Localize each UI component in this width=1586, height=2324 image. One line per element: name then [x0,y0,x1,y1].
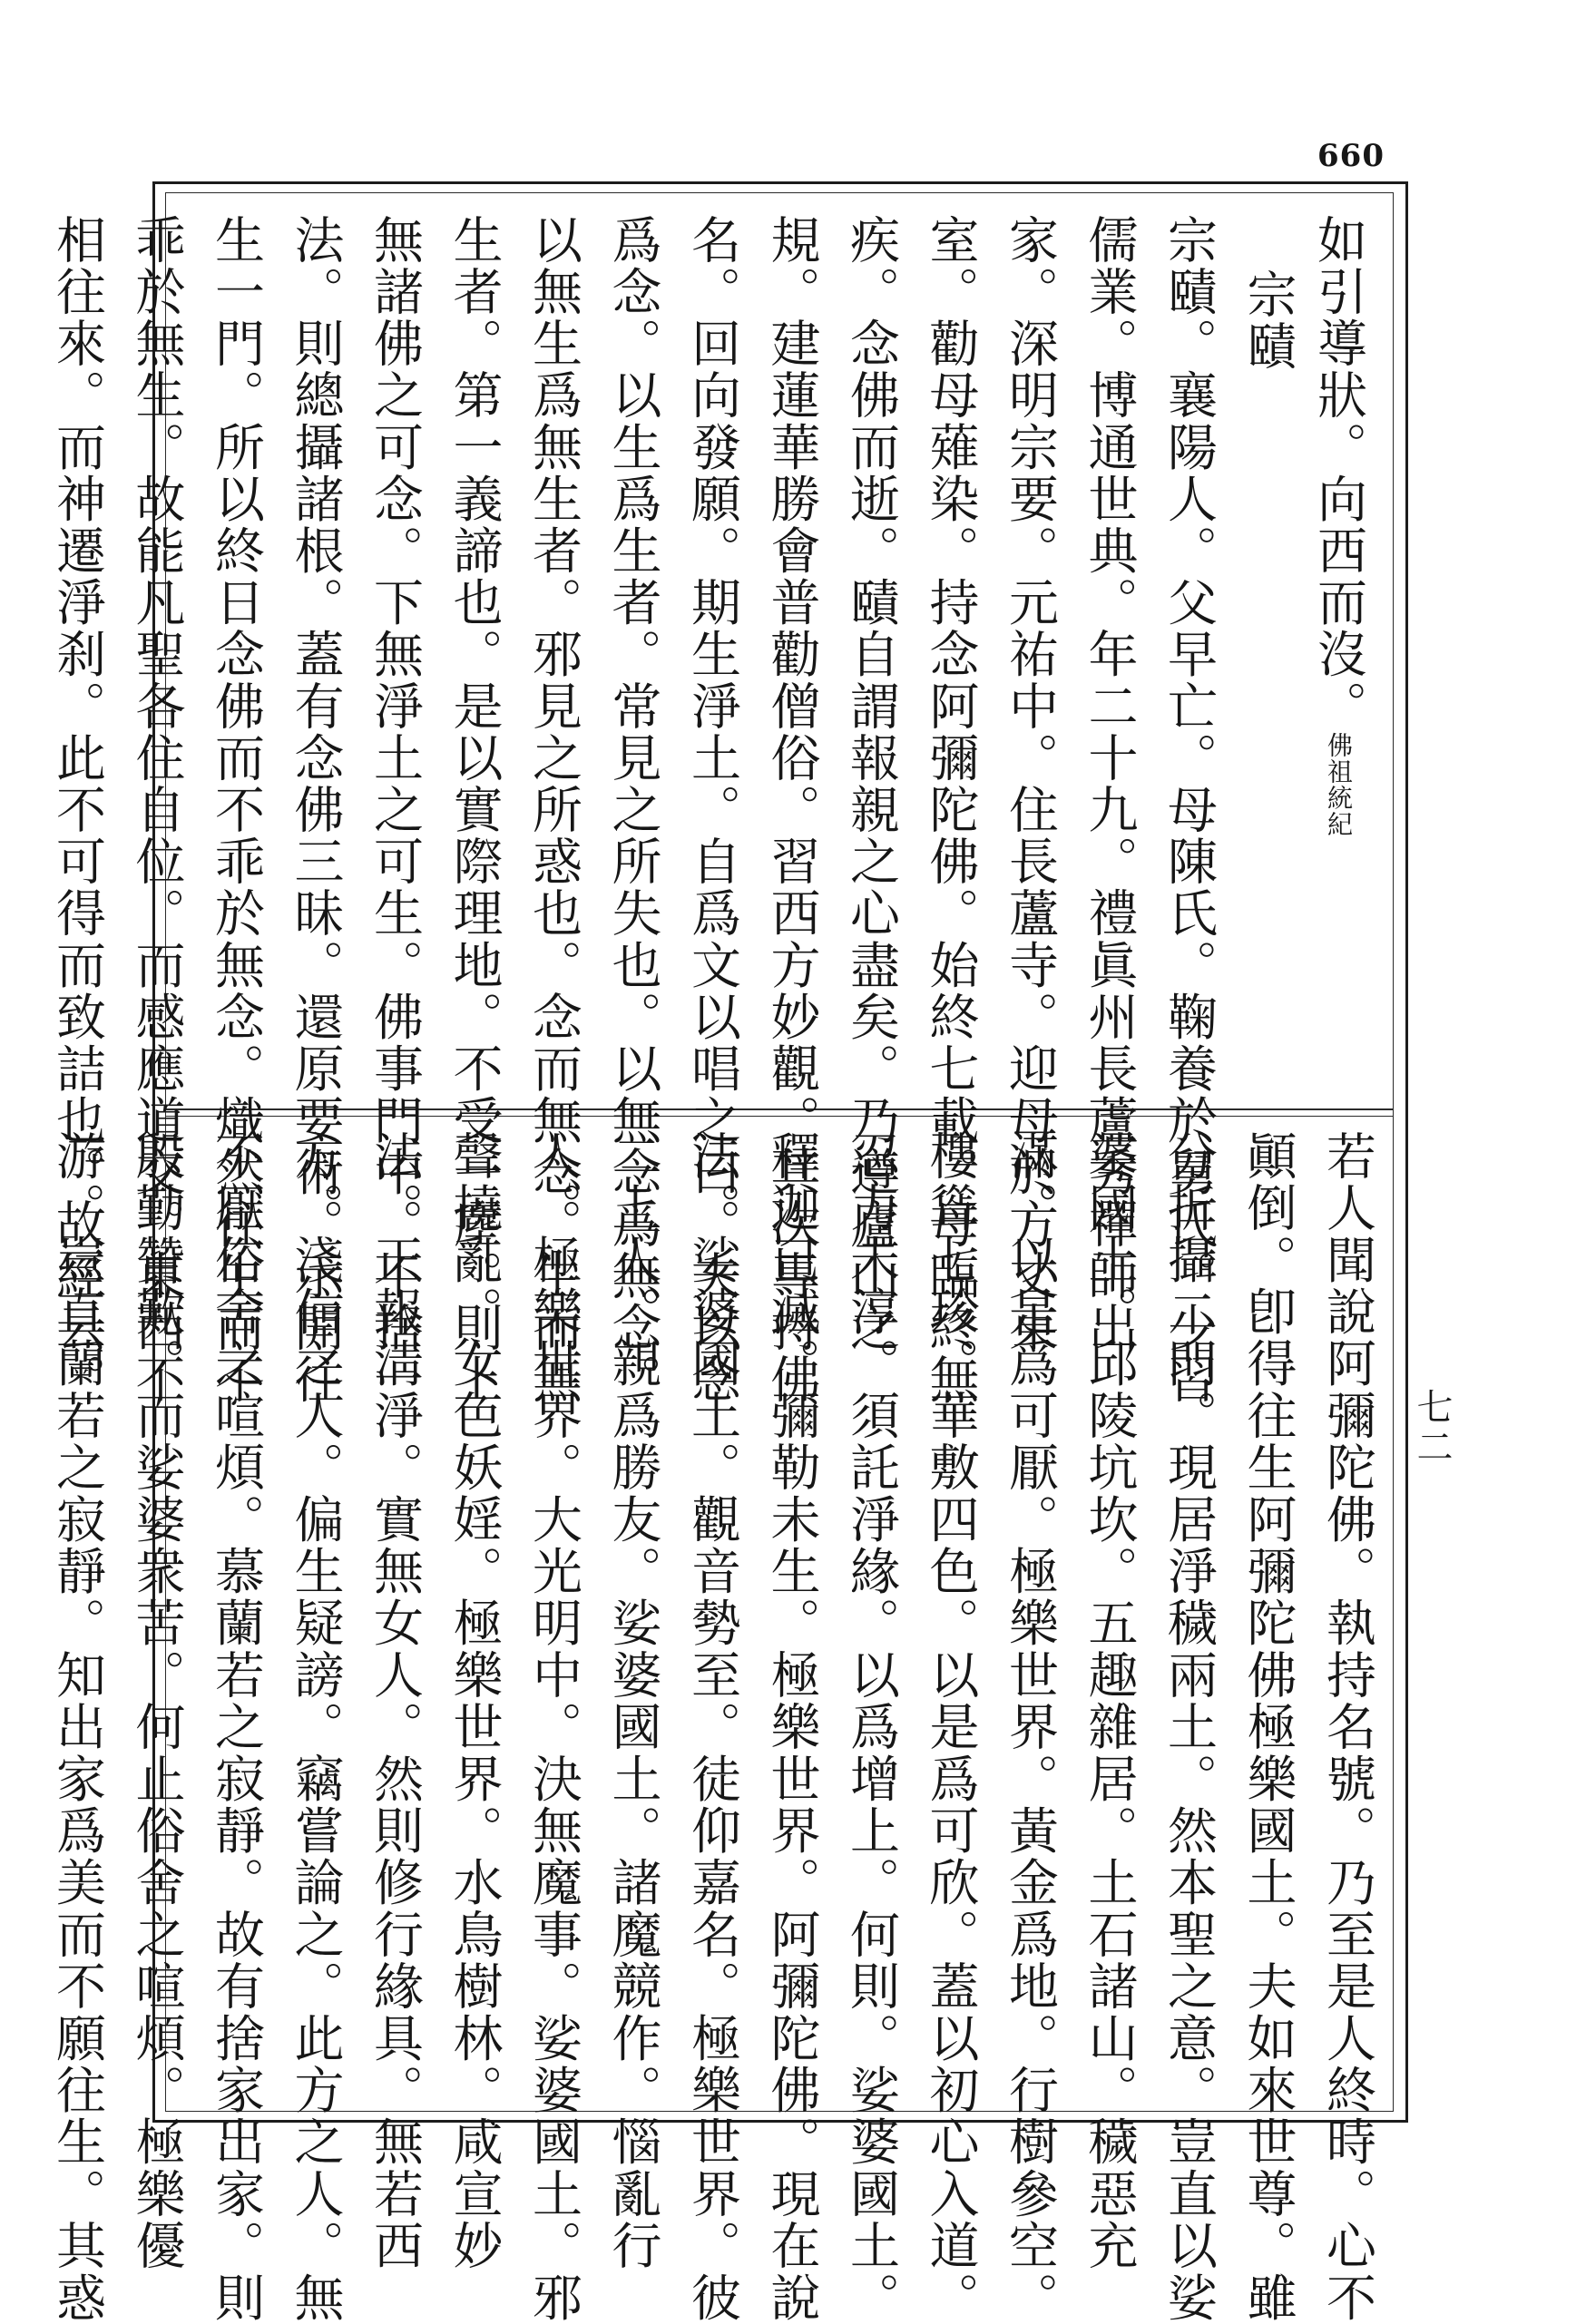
text-column: 以無生爲無生者。邪見之所惑也。念而無念。生而無 [524,214,583,1406]
text-column: 法。娑婆國土。觀音勢至。徒仰嘉名。極樂世界。彼 [683,1130,741,2324]
text-column: 法。則總攝諸根。蓋有念佛三昧。還原要術。示開往 [286,214,345,1406]
text-column: 樓聳七珍。華敷四色。以是爲可欣。蓋以初心入道。 [921,1130,980,2324]
text-column: 忍力未淳。須託淨緣。以爲增上。何則。娑婆國土。 [842,1130,900,2324]
page-number: 660 [1317,138,1385,174]
text-column: 爲念。以生爲生者。常見之所失也。以無念爲無念。 [603,214,662,1406]
text-column: 游。豈直蘭若之寂靜。知出家爲美而不願往生。其惑 [48,1130,106,2324]
citation-source: 佛祖統紀 [1324,732,1354,837]
text-column: 分折攝二門。現居淨穢兩土。然本聖之意。豈直以娑 [1160,1130,1218,2324]
text-column: 人。極樂世界。大光明中。決無魔事。娑婆國土。邪 [524,1130,583,2324]
citation-column [1309,214,1375,1099]
text-column: 滿。以是爲可厭。極樂世界。黃金爲地。行樹參空。 [1001,1130,1059,2324]
text-column: 儒業。博通世典。年二十九。禮眞州長蘆秀禪師出 [1080,214,1139,1354]
text-column: 釋迦已滅。彌勒未生。極樂世界。阿彌陀佛。現在說 [762,1130,821,2324]
text-column: 若人聞說阿彌陀佛。執持名號。乃至是人終時。心不 [1318,1130,1376,2324]
text-column: 婆國土。邱陵坑坎。五趣雜居。土石諸山。穢惡充 [1080,1130,1139,2272]
text-column: 室。勸母薙染。持念阿彌陀佛。始終七載。母臨終無 [921,214,980,1406]
text-column: 規。建蓮華勝會普勸僧俗。習西方妙觀。其次專持佛 [762,214,821,1406]
text-column: 相往來。而神遷淨刹。此不可得而致詰也。故經云。 [48,214,106,1406]
text-column: 宗賾。襄陽人。父早亡。母陳氏。鞠養於舅氏。少習 [1160,214,1218,1406]
text-column: 殷勤贊歎。而娑婆衆苦。何止俗舍之喧煩。極樂優 [127,1130,186,2272]
text-column: 家。深明宗要。元祐中。住長蘆寺。迎母於方丈東 [1001,214,1059,1354]
text-column: 不厭俗舍之喧煩。慕蘭若之寂靜。故有捨家出家。則 [207,1130,265,2324]
upper-section [48,214,1375,1406]
text-column: 名。回向發願。期生淨土。自爲文以唱之曰。夫以念 [683,214,741,1406]
text-column: 聲撓亂。女色妖婬。極樂世界。水鳥樹林。咸宣妙 [445,1130,504,2272]
folio-number: 七二 [1411,1388,1453,1468]
text-column: 生一門。所以終日念佛而不乖於無念。熾然往生而不 [207,214,265,1406]
text-column: 方。淺信之人。偏生疑謗。竊嘗論之。此方之人。無 [286,1130,345,2324]
section-heading: 宗賾 [1238,269,1297,373]
lower-section [48,1130,1376,2324]
citation-text: 如引導狀。向西而沒。 [1309,214,1367,732]
text-column: 生者。第一義諦也。是以實際理地。不受一塵。則上 [445,214,504,1406]
text-column: 無諸佛之可念。下無淨土之可生。佛事門中。不捨一 [366,214,424,1406]
text-column: 乖於無生。故能凡聖各住自位。而感應道交。東西不 [127,214,186,1406]
text-column: 疾。念佛而逝。賾自謂報親之心盡矣。乃遵廬山之 [842,214,900,1354]
text-column: 二上人。親爲勝友。娑婆國土。諸魔競作。惱亂行 [603,1130,662,2272]
text-column: 顚倒。卽得往生阿彌陀佛極樂國土。夫如來世尊。雖 [1238,1130,1297,2324]
text-column: 法。正報淸淨。實無女人。然則修行緣具。無若西 [366,1130,424,2272]
